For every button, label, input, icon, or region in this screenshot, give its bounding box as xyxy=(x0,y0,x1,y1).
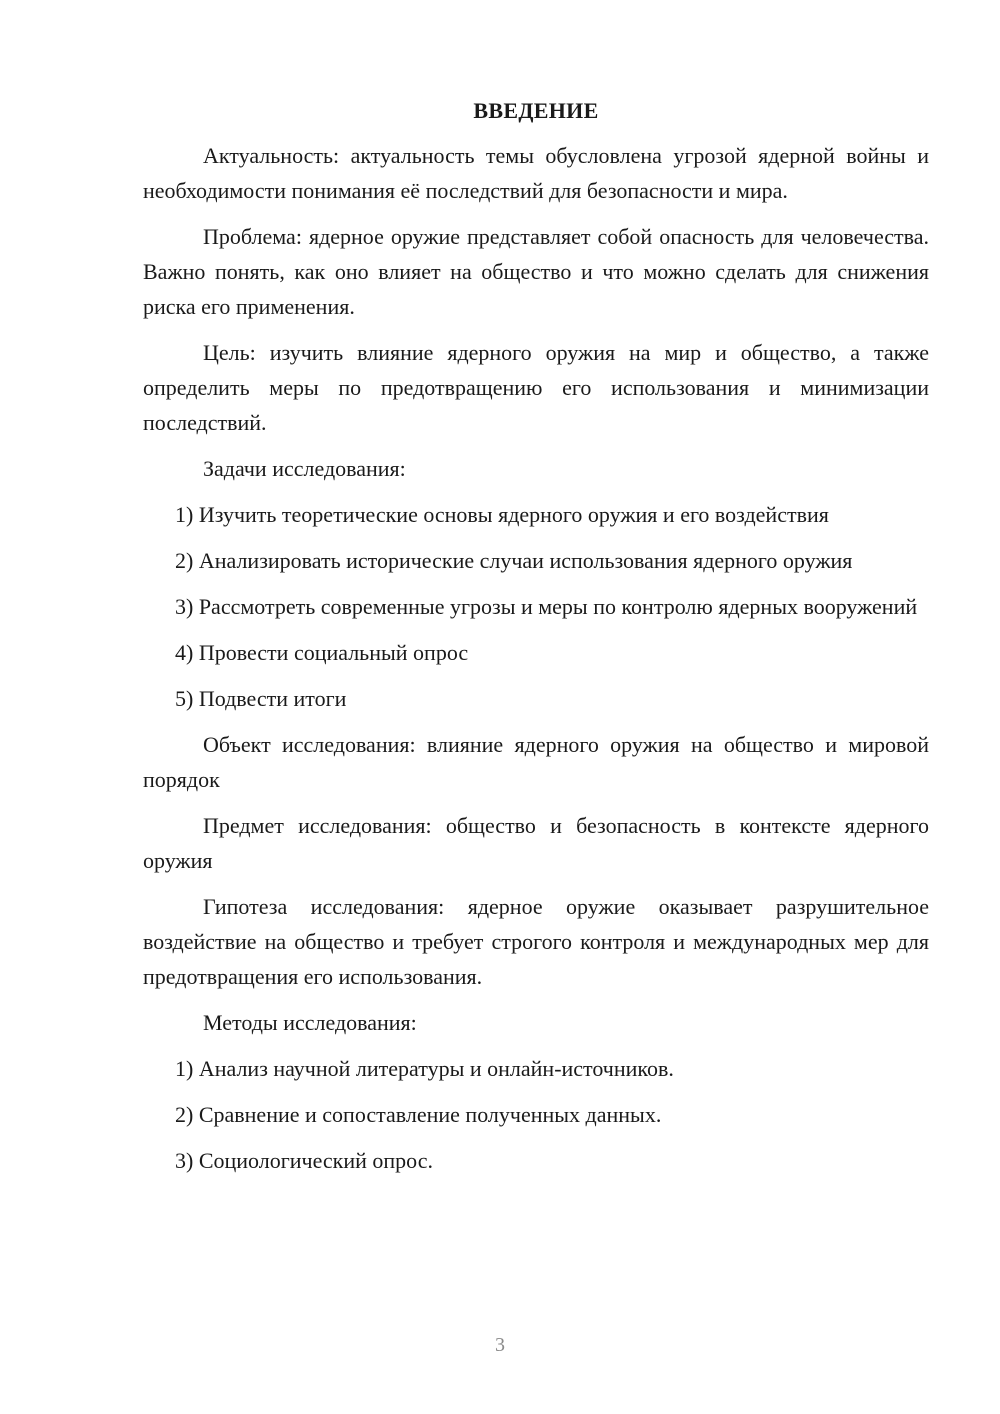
methods-heading: Методы исследования: xyxy=(203,1010,417,1035)
page-number: 3 xyxy=(495,1334,505,1356)
page-title: ВВЕДЕНИЕ xyxy=(473,98,599,123)
task-item-4: 4) Провести социальный опрос xyxy=(175,640,469,665)
method-item-2: 2) Сравнение и сопоставление полученных данных. xyxy=(175,1102,662,1127)
object-paragraph: Объект исследования: влияние ядерного оружия на общество и мировой порядок xyxy=(143,732,929,792)
hypothesis-paragraph: Гипотеза исследования: ядерное оружие оказывает разрушительное воздействие на общество и требует строгого контроля и международных мер для предотвращения его использования. xyxy=(143,894,929,989)
task-item-5: 5) Подвести итоги xyxy=(175,686,347,711)
document-page xyxy=(143,96,929,1189)
tasks-heading: Задачи исследования: xyxy=(203,456,406,481)
task-item-1: 1) Изучить теоретические основы ядерного оружия и его воздействия xyxy=(175,502,829,527)
task-item-2: 2) Анализировать исторические случаи использования ядерного оружия xyxy=(175,548,853,573)
goal-paragraph: Цель: изучить влияние ядерного оружия на мир и общество, а также определить меры по предотвращению его использования и минимизации последствий. xyxy=(143,340,929,435)
method-item-1: 1) Анализ научной литературы и онлайн-источников. xyxy=(175,1056,674,1081)
subject-paragraph: Предмет исследования: общество и безопасность в контексте ядерного оружия xyxy=(143,813,929,873)
relevance-paragraph: Актуальность: актуальность темы обусловлена угрозой ядерной войны и необходимости понимания её последствий для безопасности и мира. xyxy=(143,143,929,203)
problem-paragraph: Проблема: ядерное оружие представляет собой опасность для человечества. Важно понять, как оно влияет на общество и что можно сделать для снижения риска его применения. xyxy=(143,224,929,319)
method-item-3: 3) Социологический опрос. xyxy=(175,1148,433,1173)
task-item-3: 3) Рассмотреть современные угрозы и меры по контролю ядерных вооружений xyxy=(175,594,918,619)
